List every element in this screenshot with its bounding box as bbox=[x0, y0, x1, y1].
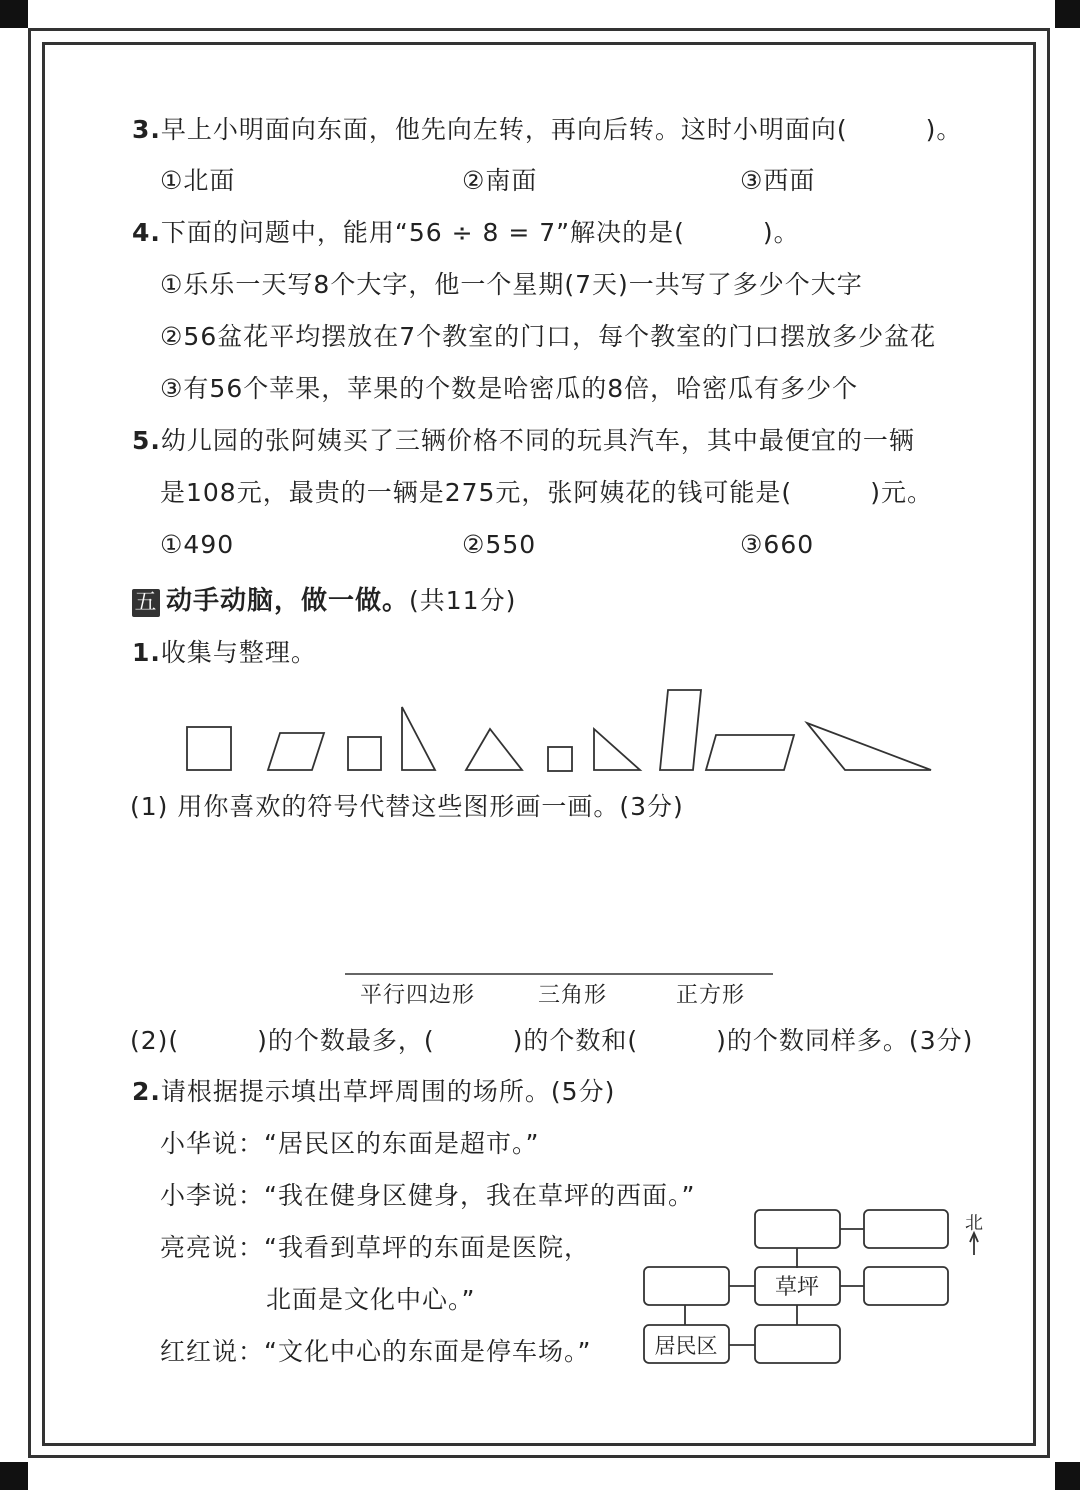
corner-mark bbox=[0, 0, 28, 28]
question-text-line2: 是108元，最贵的一辆是275元，张阿姨花的钱可能是( )元。 bbox=[160, 478, 933, 507]
blank-box-northeast bbox=[864, 1210, 948, 1248]
question-3 bbox=[132, 115, 962, 145]
place-map-diagram bbox=[640, 1205, 1000, 1375]
axis-label-square: 正方形 bbox=[676, 983, 746, 1008]
question-text: 下面的问题中，能用“56 ÷ 8 = 7”解决的是( )。 bbox=[160, 218, 800, 247]
section-title: 动手动脑，做一做。 bbox=[166, 586, 410, 616]
option-1: ①490 bbox=[160, 530, 235, 559]
blank-box-south bbox=[755, 1325, 840, 1363]
part-2-heading bbox=[132, 1077, 615, 1107]
axis-label-parallelogram: 平行四边形 bbox=[360, 983, 476, 1008]
option-2: ②56盆花平均摆放在7个教室的门口，每个教室的门口摆放多少盆花 bbox=[160, 322, 937, 351]
shapes-figure bbox=[180, 685, 940, 780]
part-1-heading bbox=[132, 638, 317, 668]
part-title: 收集与整理。 bbox=[160, 638, 317, 667]
hint-line: 北面是文化中心。” bbox=[266, 1285, 476, 1314]
page-top-margin bbox=[0, 0, 1080, 28]
question-number: 3. bbox=[132, 115, 161, 144]
option-2: ②550 bbox=[462, 530, 537, 559]
option-1: ①乐乐一天写8个大字，他一个星期(7天)一共写了多少个大字 bbox=[160, 270, 863, 299]
triangle-shape bbox=[402, 707, 435, 770]
hint-line: 红红说：“文化中心的东面是停车场。” bbox=[160, 1337, 592, 1366]
option-1: ①北面 bbox=[160, 166, 236, 195]
question-4 bbox=[132, 218, 800, 248]
section-badge: 五 bbox=[132, 589, 160, 617]
known-label: 居民区 bbox=[654, 1334, 718, 1358]
square-shape bbox=[348, 737, 381, 770]
question-number: 5. bbox=[132, 426, 161, 455]
triangle-shape bbox=[807, 723, 931, 770]
part-number: 1. bbox=[132, 638, 161, 667]
section-heading bbox=[132, 586, 516, 617]
option-3: ③西面 bbox=[740, 166, 816, 195]
chart-axis-line bbox=[345, 972, 775, 976]
blank-box-north bbox=[755, 1210, 840, 1248]
part-title: 请根据提示填出草坪周围的场所。(5分) bbox=[160, 1077, 616, 1106]
triangle-shape bbox=[594, 729, 640, 770]
corner-mark bbox=[1055, 0, 1080, 28]
triangle-shape bbox=[466, 729, 522, 770]
section-score: (共11分) bbox=[409, 586, 517, 615]
option-2: ②南面 bbox=[462, 166, 538, 195]
blank-box-west bbox=[644, 1267, 729, 1305]
blank-box-east bbox=[864, 1267, 948, 1305]
corner-mark bbox=[0, 1462, 28, 1490]
question-5 bbox=[132, 426, 915, 456]
parallelogram-shape bbox=[660, 690, 701, 770]
question-text: 早上小明面向东面，他先向左转，再向后转。这时小明面向( )。 bbox=[160, 115, 963, 144]
square-shape bbox=[187, 727, 231, 770]
center-label: 草坪 bbox=[774, 1275, 820, 1300]
part-number: 2. bbox=[132, 1077, 161, 1106]
option-3: ③有56个苹果，苹果的个数是哈密瓜的8倍，哈密瓜有多少个 bbox=[160, 374, 859, 403]
parallelogram-shape bbox=[706, 735, 794, 770]
option-3: ③660 bbox=[740, 530, 815, 559]
parallelogram-shape bbox=[268, 733, 324, 770]
axis-label-triangle: 三角形 bbox=[538, 983, 608, 1008]
sub-question-1: (1) 用你喜欢的符号代替这些图形画一画。(3分) bbox=[130, 792, 684, 821]
north-label: 北 bbox=[965, 1213, 983, 1234]
question-text: 幼儿园的张阿姨买了三辆价格不同的玩具汽车，其中最便宜的一辆 bbox=[160, 426, 915, 455]
corner-mark bbox=[1055, 1462, 1080, 1490]
question-number: 4. bbox=[132, 218, 161, 247]
square-shape bbox=[548, 747, 572, 771]
hint-line: 小李说：“我在健身区健身，我在草坪的西面。” bbox=[160, 1181, 696, 1210]
sub-question-2: (2)( )的个数最多，( )的个数和( )的个数同样多。(3分) bbox=[130, 1026, 974, 1055]
hint-line: 亮亮说：“我看到草坪的东面是医院， bbox=[160, 1233, 590, 1262]
hint-line: 小华说：“居民区的东面是超市。” bbox=[160, 1129, 540, 1158]
